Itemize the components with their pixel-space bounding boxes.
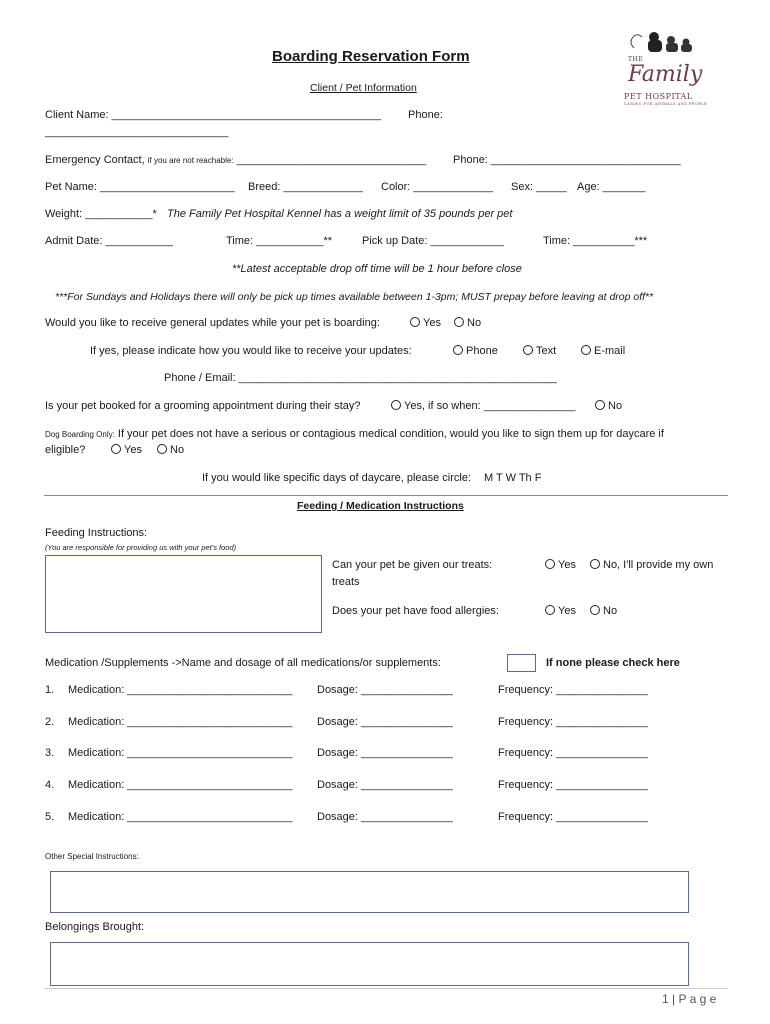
logo xyxy=(622,28,708,110)
medication-name-field[interactable]: Medication: ___________________________ xyxy=(68,715,293,728)
sunday-note: ***For Sundays and Holidays there will only be pick up times available between 1-3pm; MUST prepay before leaving at drop off** xyxy=(55,291,654,303)
admit-time-field[interactable]: Time: ___________** xyxy=(226,235,333,247)
form-title: Boarding Reservation Form xyxy=(272,48,470,65)
allergy-no-radio[interactable] xyxy=(590,605,617,617)
emergency-small: if you are not reachable: xyxy=(147,156,234,165)
other-instructions-box[interactable] xyxy=(50,871,689,913)
pickup-date-field[interactable]: Pick up Date: ____________ xyxy=(362,235,504,247)
medication-number: 4. xyxy=(45,779,55,792)
medication-number: 2. xyxy=(45,715,55,728)
allergy-question: Does your pet have food allergies: xyxy=(332,605,499,617)
pet-name-field[interactable]: Pet Name: ______________________ xyxy=(45,181,235,193)
radio-icon xyxy=(410,317,420,327)
medication-name-field[interactable]: Medication: ___________________________ xyxy=(68,684,293,696)
pet-silhouettes-icon xyxy=(626,28,696,54)
footer-divider xyxy=(44,988,728,989)
daycare-no-radio[interactable] xyxy=(157,444,184,456)
yes-label: Yes xyxy=(558,559,576,571)
yes-label: Yes xyxy=(423,317,441,329)
sex-field[interactable]: Sex: _____ xyxy=(511,181,567,193)
updates-how-question: If yes, please indicate how you would like to receive your updates: xyxy=(90,345,412,357)
radio-icon xyxy=(157,444,167,454)
yes-label: Yes xyxy=(124,444,142,456)
radio-icon xyxy=(590,559,600,569)
medication-dosage-field[interactable]: Dosage: _______________ xyxy=(317,715,453,728)
radio-icon xyxy=(453,345,463,355)
phone-email-field[interactable]: Phone / Email: ____________________________________________________ xyxy=(164,372,557,384)
grooming-no-radio[interactable] xyxy=(595,400,622,412)
medication-frequency-field[interactable]: Frequency: _______________ xyxy=(498,715,648,728)
yes-label: Yes xyxy=(558,605,576,617)
section-divider xyxy=(44,495,728,496)
medication-label: Medication /Supplements ->Name and dosage of all medications/or supplements: xyxy=(45,657,441,669)
emergency-contact-field[interactable] xyxy=(45,154,426,166)
feeding-label: Feeding Instructions: xyxy=(45,527,148,539)
medication-frequency-field[interactable]: Frequency: _______________ xyxy=(498,747,648,760)
client-phone-field[interactable]: ______________________________ xyxy=(45,126,229,138)
medication-number: 1. xyxy=(45,684,55,696)
belongings-box[interactable] xyxy=(50,942,689,986)
grooming-yes-radio[interactable] xyxy=(391,400,575,412)
radio-icon xyxy=(590,605,600,615)
updates-question: Would you like to receive general updates while your pet is boarding: xyxy=(45,317,380,329)
radio-icon xyxy=(545,605,555,615)
updates-yes-radio[interactable] xyxy=(410,317,441,329)
age-field[interactable]: Age: _______ xyxy=(577,181,646,193)
daycare-small: Dog Boarding Only: xyxy=(45,430,115,439)
color-field[interactable]: Color: _____________ xyxy=(381,181,493,193)
feeding-note: (You are responsible for providing us with your pet's food) xyxy=(45,543,237,552)
no-label: No xyxy=(608,400,623,412)
phone-label: Phone xyxy=(466,345,498,357)
medication-dosage-field[interactable]: Dosage: _______________ xyxy=(317,684,453,696)
weight-field[interactable]: Weight: ___________* xyxy=(45,208,157,220)
treats-question-cont: treats xyxy=(332,576,360,588)
no-label: No xyxy=(170,444,185,456)
radio-icon xyxy=(545,559,555,569)
medication-number: 3. xyxy=(45,747,55,760)
no-label: No xyxy=(603,605,618,617)
medication-name-field[interactable]: Medication: ___________________________ xyxy=(68,779,293,792)
treats-no-label: No, I'll provide my own xyxy=(603,559,714,571)
medication-name-field[interactable]: Medication: ___________________________ xyxy=(68,747,293,760)
medication-frequency-field[interactable]: Frequency: _______________ xyxy=(498,684,648,696)
daycare-days[interactable]: M T W Th F xyxy=(484,472,542,484)
treats-yes-radio[interactable] xyxy=(545,559,576,571)
no-label: No xyxy=(467,317,482,329)
email-radio[interactable] xyxy=(581,345,625,357)
updates-no-radio[interactable] xyxy=(454,317,481,329)
logo-small: THE xyxy=(628,56,644,63)
none-check-label: If none please check here xyxy=(546,657,680,669)
grooming-yes-label: Yes, if so when: _______________ xyxy=(404,400,576,412)
client-phone-label: Phone: xyxy=(408,109,443,121)
daycare-text: If your pet does not have a serious or contagious medical condition, would you like to sign them up for daycare if xyxy=(117,428,664,440)
logo-tagline: CARING FOR ANIMALS AND PEOPLE xyxy=(624,102,708,106)
daycare-yes-radio[interactable] xyxy=(111,444,142,456)
section-feeding: Feeding / Medication Instructions xyxy=(297,500,464,512)
other-instructions-label: Other Special Instructions: xyxy=(45,852,139,861)
treats-no-radio[interactable] xyxy=(590,559,713,571)
text-label: Text xyxy=(536,345,557,357)
emergency-label: Emergency Contact, xyxy=(45,154,145,166)
pickup-time-field[interactable]: Time: __________*** xyxy=(543,235,648,247)
dropoff-note: **Latest acceptable drop off time will be 1 hour before close xyxy=(232,263,522,275)
none-checkbox[interactable] xyxy=(507,654,536,672)
daycare-eligible: eligible? xyxy=(45,444,86,456)
daycare-question xyxy=(45,428,664,440)
medication-dosage-field[interactable]: Dosage: _______________ xyxy=(317,779,453,792)
radio-icon xyxy=(454,317,464,327)
phone-radio[interactable] xyxy=(453,345,498,357)
breed-field[interactable]: Breed: _____________ xyxy=(248,181,363,193)
medication-number: 5. xyxy=(45,810,55,823)
radio-icon xyxy=(595,400,605,410)
medication-dosage-field[interactable]: Dosage: _______________ xyxy=(317,810,453,823)
grooming-question: Is your pet booked for a grooming appointment during their stay? xyxy=(45,400,361,412)
radio-icon xyxy=(523,345,533,355)
text-radio[interactable] xyxy=(523,345,556,357)
weight-note: The Family Pet Hospital Kennel has a weight limit of 35 pounds per pet xyxy=(167,208,513,220)
emergency-phone-field[interactable]: Phone: _______________________________ xyxy=(453,154,681,166)
radio-icon xyxy=(391,400,401,410)
medication-name-field[interactable]: Medication: ___________________________ xyxy=(68,810,293,823)
treats-question: Can your pet be given our treats: xyxy=(332,559,493,571)
email-label: E-mail xyxy=(594,345,626,357)
admit-date-field[interactable]: Admit Date: ___________ xyxy=(45,235,173,247)
allergy-yes-radio[interactable] xyxy=(545,605,576,617)
section-client-pet: Client / Pet Information xyxy=(310,82,417,94)
daycare-days-label: If you would like specific days of daycare, please circle: xyxy=(202,472,472,484)
page-number: 1 | P a g e xyxy=(662,992,717,1006)
medication-dosage-field[interactable]: Dosage: _______________ xyxy=(317,747,453,760)
client-name-field[interactable]: Client Name: ____________________________________________ xyxy=(45,109,381,121)
radio-icon xyxy=(111,444,121,454)
belongings-label: Belongings Brought: xyxy=(45,921,145,933)
feeding-instructions-box[interactable] xyxy=(45,555,322,633)
logo-main: Family xyxy=(628,62,703,87)
logo-sub: PET HOSPITAL xyxy=(624,92,693,101)
emergency-line: _______________________________ xyxy=(236,154,427,166)
medication-frequency-field[interactable]: Frequency: _______________ xyxy=(498,779,648,792)
medication-frequency-field[interactable]: Frequency: _______________ xyxy=(498,810,648,823)
radio-icon xyxy=(581,345,591,355)
